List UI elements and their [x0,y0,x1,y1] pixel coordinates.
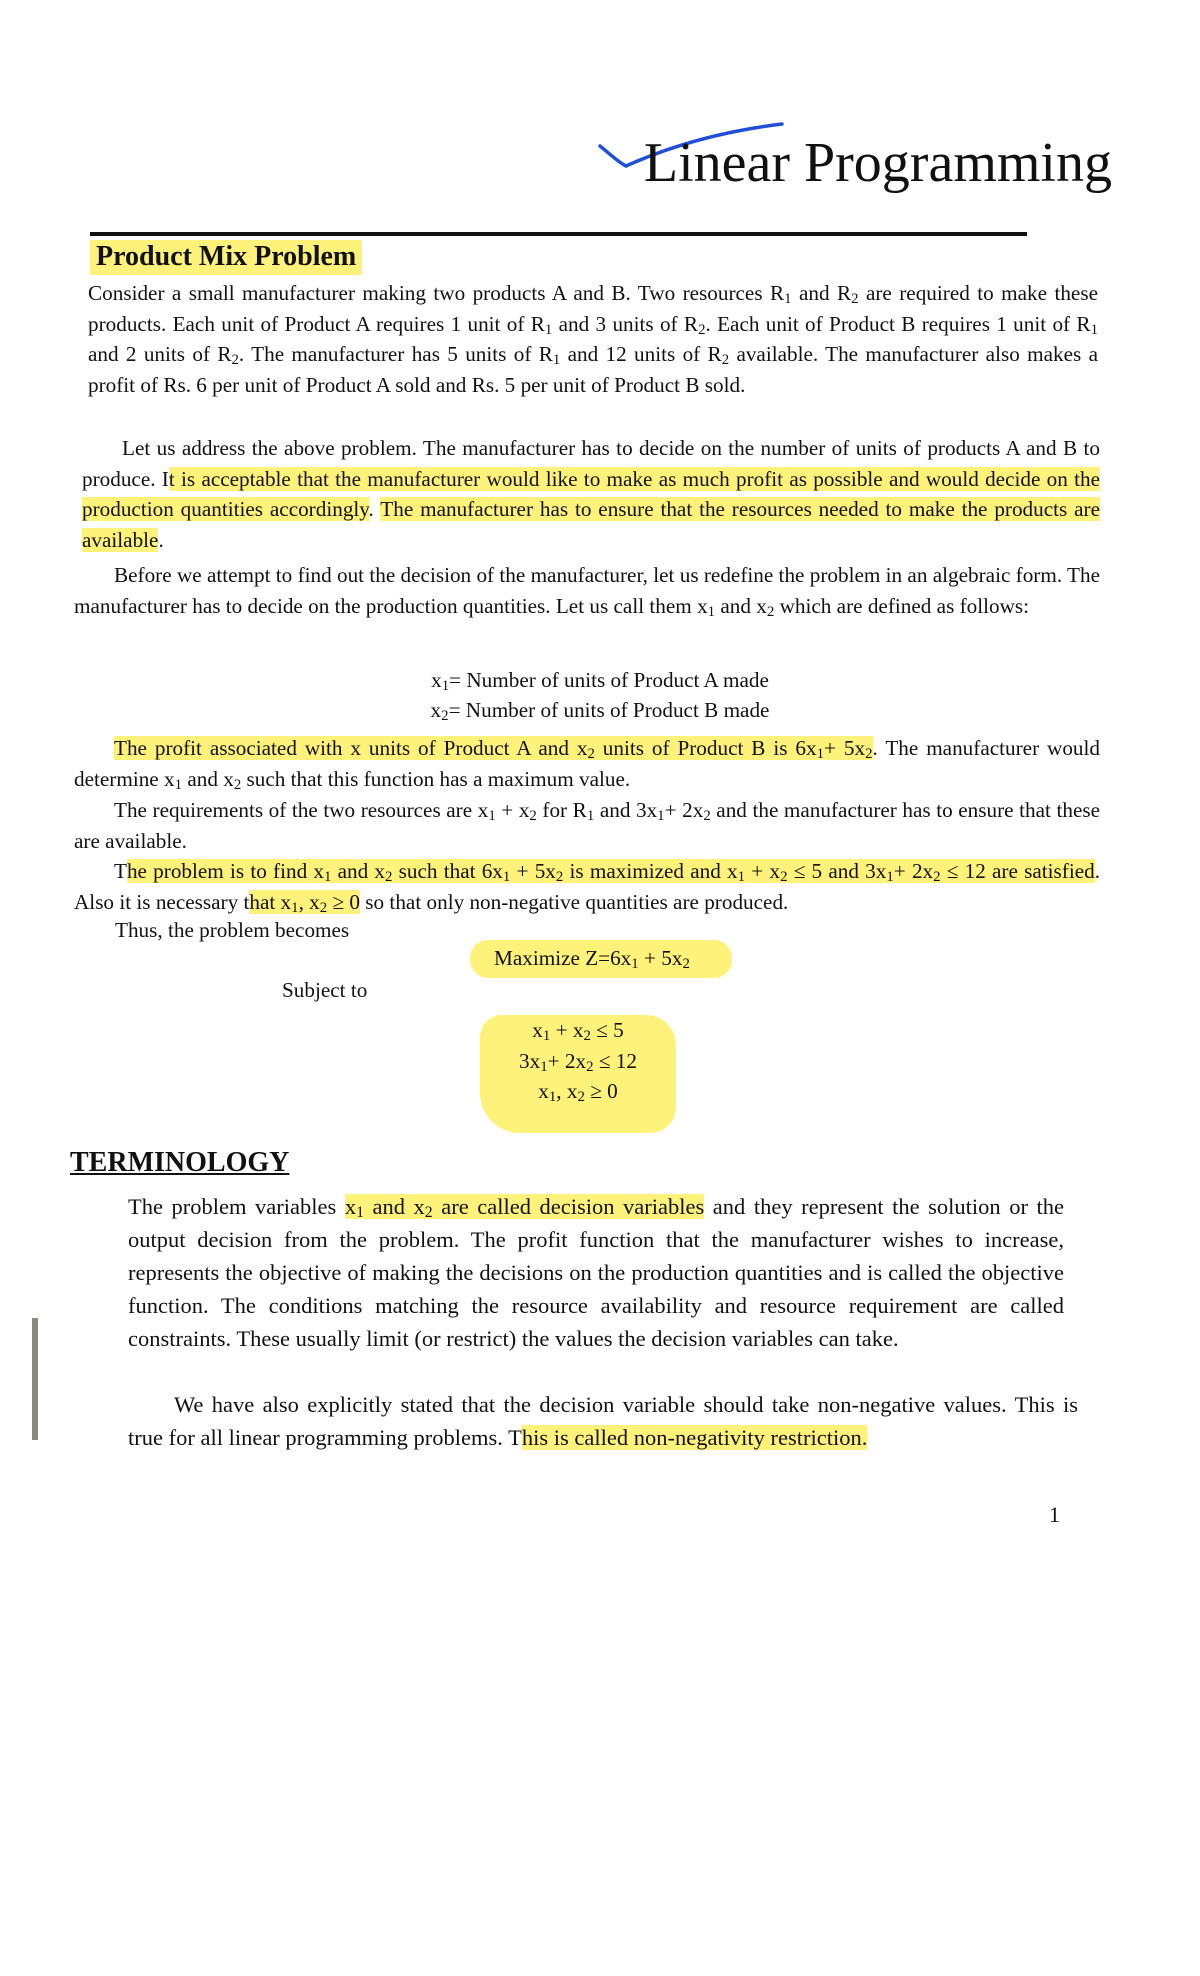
decision-variables-paragraph: The problem variables $x_1$ and $x_2$ are called decision variables and they represent the solution or the output decision from the problem. The profit function that the manufacturer wishes to increase, represents the objective of making the decisions on the production quantities and is called the objective function. The conditions matching the resource availability and resource requirement are called constraints. These usually limit (or restrict) the values the decision variables can take. [128,1194,1064,1351]
algebraic-form-paragraph: Before we attempt to find out the decision of the manufacturer, let us redefine the problem in an algebraic form. The manufacturer has to decide on the production quantities. Let us call them $x_1$ and $x_2$ which are defined as follows: [74,563,1100,620]
highlight: his is called non-negativity restriction. [521,1425,868,1450]
highlight: he problem is to find $x_1$ and $x_2$ such that $6x_1 + 5x_2$ is maximized and $x_1 + x_2 \le 5$ and $3x_1+ 2x_2 \le 12$ are satisfied [126,859,1095,885]
address-paragraph: Let us address the above problem. The manufacturer has to decide on the number of units of products A and B to produce. It is acceptable that the manufacturer would like to make as much profit as possible and would decide on the production quantities accordingly. The manufacturer has to ensure that the resources needed to make the products are available. [82,436,1101,552]
constraint-2: $3x_1+ 2x_2 \le 12$ [519,1048,637,1075]
highlight: The profit associated with x units of Product A and $x_2$ units of Product B is $6x_1+ 5x_2$ [114,736,873,762]
variable-definitions [0,665,1200,725]
highlight: $x_1$ and $x_2$ are called decision variables [344,1194,705,1221]
page-title: Linear Programming [643,132,1112,194]
terminology-heading: TERMINOLOGY [70,1147,290,1178]
objective-function: Maximize $Z=6x_1 + 5x_2$ [494,946,690,972]
profit-paragraph: The profit associated with x units of Product A and $x_2$ units of Product B is $6x_1+ 5x_2$. The manufacturer would determine $x_1$ and $x_2$ such that this function has a maximum value. [74,736,1101,793]
constraints-block [480,1015,676,1107]
product-mix-heading: Product Mix Problem [90,240,362,275]
subject-to-label: Subject to [282,978,368,1002]
non-negativity-paragraph: We have also explicitly stated that the decision variable should take non-negative values. This is true for all linear programming problems. This is called non-negativity restriction. [128,1392,1078,1450]
title-divider [90,232,1027,236]
definition-x1: $x_1=$ Number of units of Product A made [431,668,769,694]
problem-statement-paragraph: The problem is to find $x_1$ and $x_2$ such that $6x_1 + 5x_2$ is maximized and $x_1 + x_2 \le 5$ and $3x_1+ 2x_2 \le 12$ are satisfied. Also it is necessary that $x_1$, $x_2 \ge 0$ so that only non-negative quantities are produced. [74,859,1101,916]
thus-line: Thus, the problem becomes [115,918,350,942]
intro-paragraph: Consider a small manufacturer making two products A and B. Two resources $R_1$ and $R_2$ are required to make these products. Each unit of Product A requires 1 unit of $R_1$ and 3 units of $R_2$. Each unit of Product B requires 1 unit of $R_1$ and 2 units of $R_2$. The manufacturer has 5 units of $R_1$ and 12 units of $R_2$ available. The manufacturer also makes a profit of Rs. 6 per unit of Product A sold and Rs. 5 per unit of Product B sold. [88,281,1098,397]
definition-x2: $x_2=$ Number of units of Product B made [430,698,770,724]
highlight: hat $x_1$, $x_2 \ge 0$ [249,889,360,916]
page-number: 1 [1049,1502,1060,1527]
highlight: t is acceptable that the manufacturer would like to make as much profit as possible and would decide on the production quantities accordingly [82,466,1101,521]
constraint-3: $x_1$, $x_2 \ge 0$ [538,1079,618,1105]
constraint-1: $x_1 + x_2 \le 5$ [532,1018,624,1044]
margin-mark [32,1318,38,1440]
highlight: The manufacturer has to ensure that the resources needed to make the products are available [82,497,1100,552]
requirements-paragraph: The requirements of the two resources are $x_1 + x_2$ for $R_1$ and $3x_1+ 2x_2$ and the manufacturer has to ensure that these are available. [74,798,1101,853]
